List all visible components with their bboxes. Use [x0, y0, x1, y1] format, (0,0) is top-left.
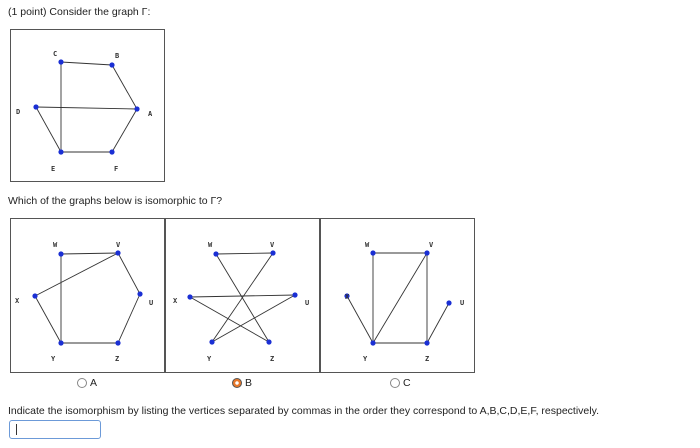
text-caret: [16, 424, 17, 435]
option-b-label: B: [245, 377, 253, 389]
question-prompt: Which of the graphs below is isomorphic to Γ?: [8, 195, 223, 207]
vertex-label-e: E: [51, 165, 56, 173]
graph-option-b-panel: [165, 218, 320, 373]
graph-gamma-panel: [10, 29, 165, 182]
vertex-label-c: C: [53, 50, 58, 58]
vertex-label-x: X: [345, 293, 350, 301]
vertex-label-z: Z: [115, 355, 120, 363]
vertex-label-f: F: [114, 165, 119, 173]
vertex-label-z: Z: [270, 355, 275, 363]
vertex-label-w: W: [208, 241, 213, 249]
graph-option-c-panel: [320, 218, 475, 373]
vertex-label-y: Y: [363, 355, 368, 363]
option-c-radio[interactable]: [390, 377, 411, 389]
option-c-label: C: [403, 377, 411, 389]
vertex-label-w: W: [365, 241, 370, 249]
graph-gamma: [11, 30, 164, 181]
vertex-label-u: U: [460, 299, 465, 307]
graph-option-a: [11, 219, 164, 372]
radio-selected-icon: [232, 378, 242, 388]
isomorphism-answer-input[interactable]: [9, 420, 101, 439]
vertex-label-v: V: [270, 241, 275, 249]
vertex-label-z: Z: [425, 355, 430, 363]
option-b-radio[interactable]: [232, 377, 252, 389]
vertex-label-d: D: [16, 108, 21, 116]
vertex-label-w: W: [53, 241, 58, 249]
vertex-label-x: X: [15, 297, 20, 305]
vertex-label-v: V: [116, 241, 121, 249]
vertex-label-a: A: [148, 110, 153, 118]
question-title: (1 point) Consider the graph Γ:: [8, 6, 151, 18]
isomorphism-instruction: Indicate the isomorphism by listing the vertices separated by commas in the order they correspond to A,B,C,D,E,F, respectively.: [8, 405, 599, 417]
vertex-label-x: X: [173, 297, 178, 305]
graph-option-a-panel: [10, 218, 165, 373]
vertex-label-u: U: [305, 299, 310, 307]
vertex-label-u: U: [149, 299, 154, 307]
radio-circle-icon: [390, 378, 400, 388]
vertex-label-y: Y: [207, 355, 212, 363]
graph-option-c: [321, 219, 474, 372]
radio-circle-icon: [77, 378, 87, 388]
vertex-label-b: B: [115, 52, 120, 60]
vertex-label-y: Y: [51, 355, 56, 363]
vertex-label-v: V: [429, 241, 434, 249]
option-a-label: A: [90, 377, 98, 389]
graph-option-b: [166, 219, 319, 372]
option-a-radio[interactable]: [77, 377, 97, 389]
